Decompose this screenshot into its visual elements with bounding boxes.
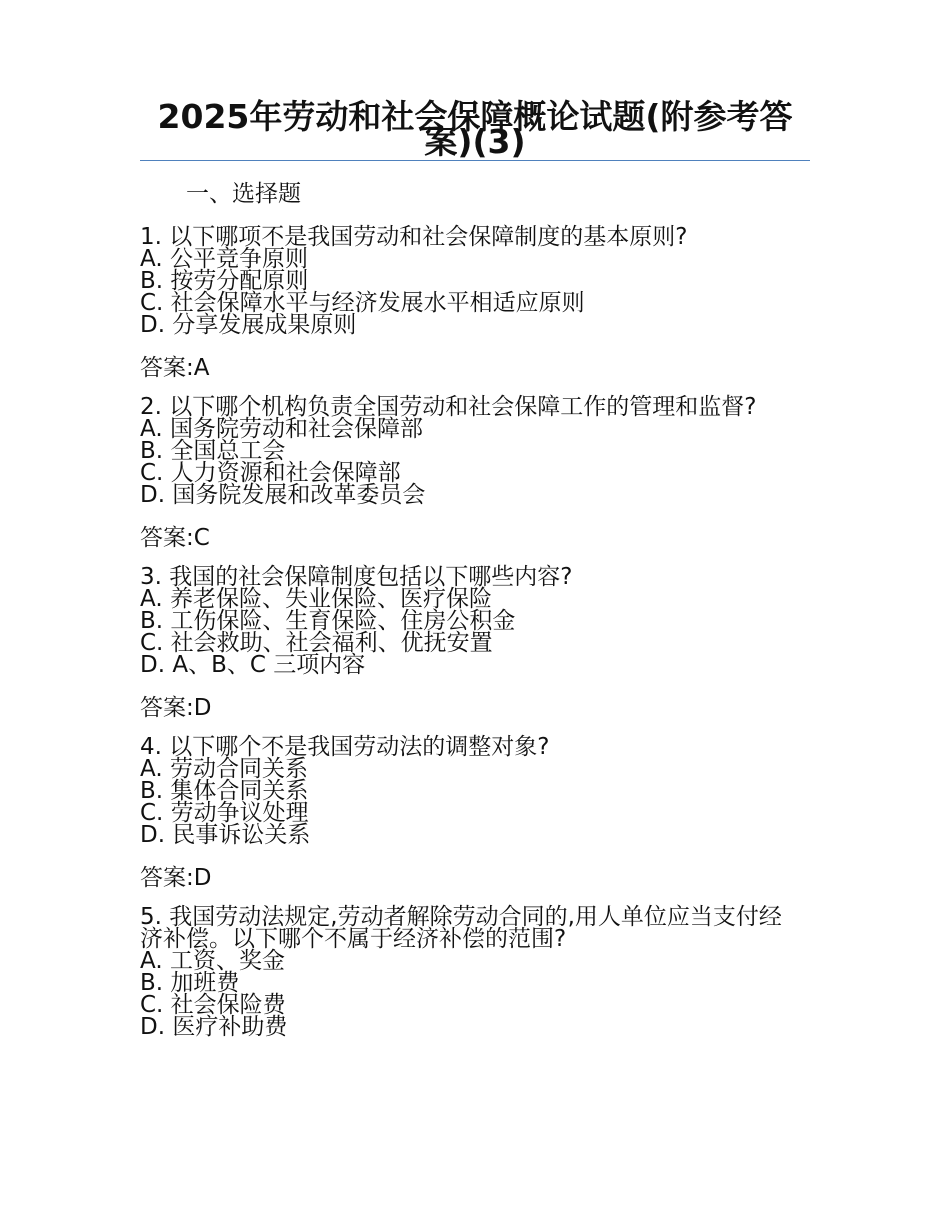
question-1 (140, 226, 800, 382)
answer-line: 答案:A (140, 355, 210, 381)
question-stem: 1. 以下哪项不是我国劳动和社会保障制度的基本原则? (140, 224, 688, 250)
option-c: C. 社会保险费 (140, 992, 286, 1018)
option-d: D. 医疗补助费 (140, 1014, 288, 1040)
option-a: A. 养老保险、失业保险、医疗保险 (140, 586, 492, 612)
option-c: C. 人力资源和社会保障部 (140, 460, 401, 486)
option-c: C. 社会救助、社会福利、优抚安置 (140, 630, 493, 656)
option-c: C. 劳动争议处理 (140, 800, 309, 826)
option-a: A. 国务院劳动和社会保障部 (140, 416, 423, 442)
option-a: A. 劳动合同关系 (140, 756, 308, 782)
question-5 (140, 906, 800, 1038)
question-stem: 2. 以下哪个机构负责全国劳动和社会保障工作的管理和监督? (140, 394, 757, 420)
question-3 (140, 566, 800, 722)
option-d: D. 民事诉讼关系 (140, 822, 311, 848)
question-4 (140, 736, 800, 892)
option-c: C. 社会保障水平与经济发展水平相适应原则 (140, 290, 585, 316)
document-title: 2025年劳动和社会保障概论试题(附参考答案)(3) (157, 97, 793, 161)
option-a: A. 公平竞争原则 (140, 246, 308, 272)
option-b: B. 按劳分配原则 (140, 268, 309, 294)
question-2 (140, 396, 800, 552)
question-stem: 5. 我国劳动法规定,劳动者解除劳动合同的,用人单位应当支付经济补偿。以下哪个不属于经济补偿的范围? (140, 904, 782, 952)
answer-line: 答案:D (140, 695, 212, 721)
option-d: D. 国务院发展和改革委员会 (140, 482, 426, 508)
option-b: B. 工伤保险、生育保险、住房公积金 (140, 608, 516, 634)
answer-line: 答案:C (140, 525, 210, 551)
option-a: A. 工资、奖金 (140, 948, 285, 974)
title-underline (140, 160, 810, 161)
option-b: B. 加班费 (140, 970, 240, 996)
option-d: D. 分享发展成果原则 (140, 312, 357, 338)
option-d: D. A、B、C 三项内容 (140, 652, 366, 678)
answer-line: 答案:D (140, 865, 212, 891)
option-b: B. 全国总工会 (140, 438, 286, 464)
question-stem: 4. 以下哪个不是我国劳动法的调整对象? (140, 734, 550, 760)
section-heading: 一、选择题 (186, 181, 301, 207)
question-list (140, 226, 800, 1046)
option-b: B. 集体合同关系 (140, 778, 309, 804)
question-stem: 3. 我国的社会保障制度包括以下哪些内容? (140, 564, 573, 590)
